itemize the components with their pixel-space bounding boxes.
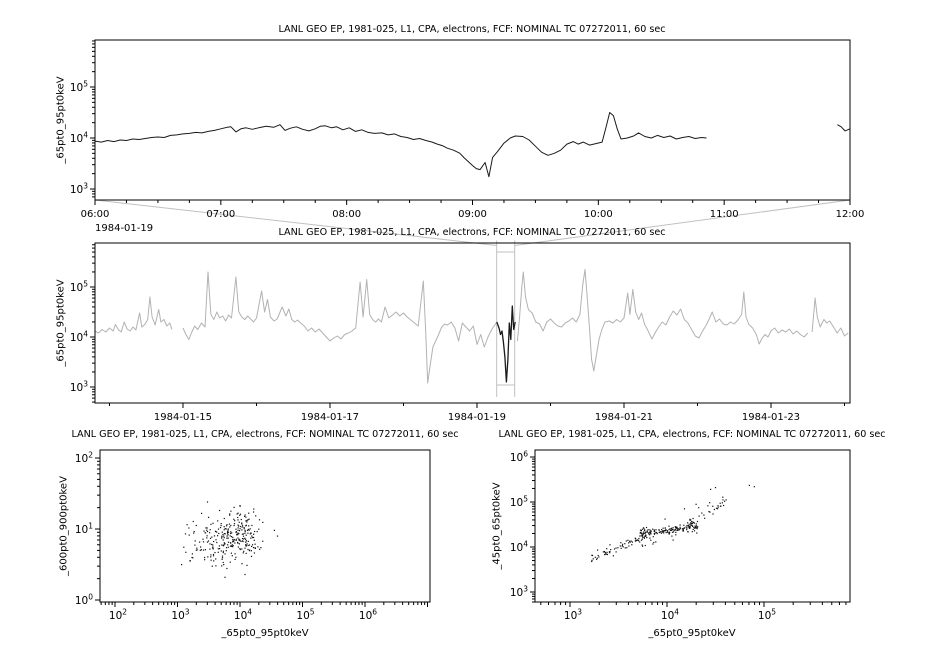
svg-text:104: $10^4$: [660, 607, 680, 622]
context-plot-title: LANL GEO EP, 1981-025, L1, CPA, electrons, FCF: NOMINAL TC 07272011, 60 sec: [278, 227, 666, 238]
scatter-right-title: LANL GEO EP, 1981-025, L1, CPA, electrons, FCF: NOMINAL TC 07272011, 60 sec: [498, 429, 886, 440]
svg-text:104: $10^4$: [509, 539, 528, 555]
top-plot-ylabel: _65pt0_95pt0keV: [55, 76, 67, 164]
svg-text:12:00: 12:00: [835, 209, 865, 220]
svg-text:105: $10^5$: [509, 494, 528, 510]
svg-text:1984-01-21: 1984-01-21: [594, 412, 654, 423]
svg-text:101: $10^1$: [74, 521, 93, 537]
svg-text:103: $10^3$: [509, 584, 528, 600]
scatter-right-xlabel: _65pt0_95pt0keV: [648, 628, 736, 639]
scatter-600-900-vs-65-95-tick-labels: [75, 451, 377, 622]
svg-text:102: $10^2$: [108, 607, 128, 622]
scatter-left-xlabel: _65pt0_95pt0keV: [221, 628, 309, 639]
context-timeseries-series: [95, 270, 848, 384]
zoom-connector-right: [515, 200, 850, 246]
scatter-right-ylabel: _45pt0_65pt0keV: [491, 482, 503, 570]
zoomed-timeseries-ticks: [90, 41, 850, 205]
svg-text:105: $10^5$: [69, 79, 88, 95]
svg-text:104: $10^4$: [69, 329, 88, 344]
svg-text:1984-01-19: 1984-01-19: [447, 412, 507, 423]
svg-text:103: $10^3$: [69, 181, 88, 196]
scatter-45-65-vs-65-95-points: [591, 485, 755, 562]
svg-text:104: $10^4$: [69, 130, 88, 145]
context-plot-ylabel: _65pt0_95pt0keV: [55, 279, 67, 367]
zoomed-timeseries-series: [95, 113, 850, 177]
svg-text:104: $10^4$: [233, 607, 253, 622]
svg-text:105: $10^5$: [69, 279, 88, 294]
svg-text:106: $10^6$: [358, 607, 378, 622]
zoomed-timeseries-frame: [95, 40, 850, 200]
svg-text:11:00: 11:00: [709, 209, 739, 220]
context-timeseries-frame: [95, 243, 850, 403]
svg-text:102: $10^2$: [74, 450, 93, 466]
svg-text:10:00: 10:00: [583, 209, 613, 220]
svg-text:1984-01-15: 1984-01-15: [153, 412, 213, 423]
svg-text:106: $10^6$: [509, 449, 528, 465]
svg-text:09:00: 09:00: [458, 209, 487, 220]
scatter-600-900-vs-65-95-frame: [100, 450, 430, 602]
svg-text:06:00: 06:00: [80, 209, 110, 220]
scatter-left-title: LANL GEO EP, 1981-025, L1, CPA, electrons, FCF: NOMINAL TC 07272011, 60 sec: [71, 429, 459, 440]
context-timeseries-ticks: [90, 245, 844, 408]
scatter-600-900-vs-65-95-points: [181, 501, 278, 578]
scatter-left-ylabel: _600pt0_900pt0keV: [58, 476, 70, 576]
svg-text:08:00: 08:00: [332, 209, 362, 220]
scatter-600-900-vs-65-95-ticks: [95, 458, 428, 607]
svg-text:1984-01-17: 1984-01-17: [300, 412, 360, 423]
svg-text:105: $10^5$: [296, 607, 315, 622]
context-timeseries-highlight: [497, 306, 515, 382]
svg-text:100: $10^0$: [74, 592, 93, 608]
svg-text:105: $10^5$: [757, 607, 777, 622]
svg-text:103: $10^3$: [171, 607, 190, 622]
context-timeseries-tick-labels: [70, 280, 800, 424]
svg-text:103: $10^3$: [563, 607, 583, 622]
top-plot-date-label: 1984-01-19: [95, 223, 154, 234]
svg-text:103: $10^3$: [69, 379, 88, 394]
zoom-connector-left: [95, 200, 497, 246]
top-plot-title: LANL GEO EP, 1981-025, L1, CPA, electrons, FCF: NOMINAL TC 07272011, 60 sec: [278, 24, 666, 35]
svg-text:1984-01-23: 1984-01-23: [741, 412, 801, 423]
zoomed-timeseries-tick-labels: [70, 80, 865, 220]
svg-text:07:00: 07:00: [206, 209, 236, 220]
